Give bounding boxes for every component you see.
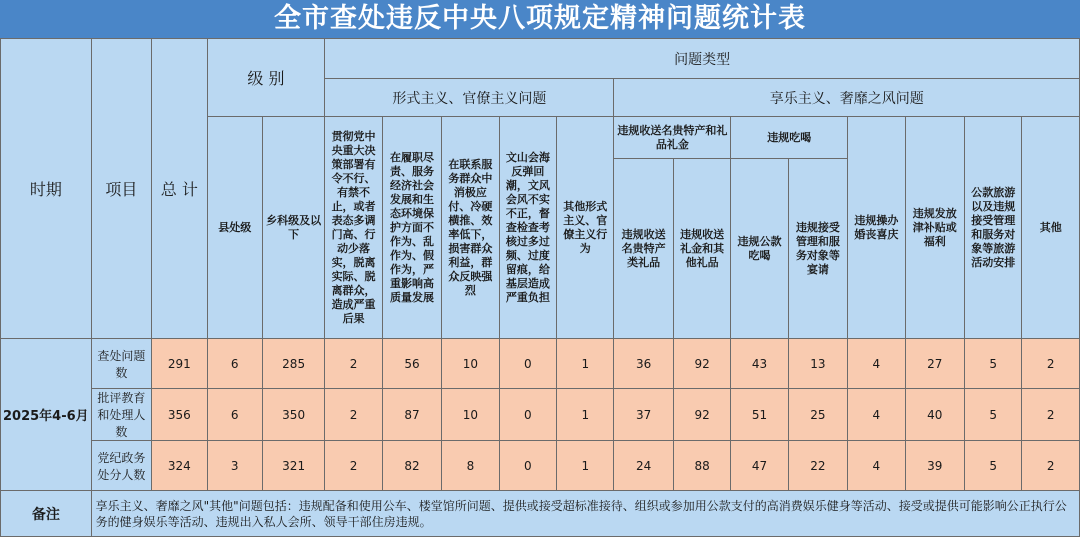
cell-b7: 5 xyxy=(965,339,1022,389)
cell-b4: 13 xyxy=(788,339,847,389)
cell-b5: 4 xyxy=(848,389,905,441)
header-b1: 违规收送名贵特产类礼品 xyxy=(614,159,673,339)
header-level: 级 别 xyxy=(207,39,325,117)
cell-b8: 2 xyxy=(1022,389,1080,441)
cell-b6: 40 xyxy=(905,389,964,441)
cell-a5: 1 xyxy=(557,441,614,491)
cell-a3: 10 xyxy=(442,339,499,389)
cell-b6: 39 xyxy=(905,441,964,491)
header-county-level: 县处级 xyxy=(207,117,262,339)
page-title: 全市查处违反中央八项规定精神问题统计表 xyxy=(0,0,1080,38)
cell-a2: 87 xyxy=(382,389,441,441)
cell-a5: 1 xyxy=(557,389,614,441)
cell-b2: 92 xyxy=(673,389,730,441)
header-b2: 违规收送礼金和其他礼品 xyxy=(673,159,730,339)
header-a3: 在联系服务群众中消极应付、冷硬横推、效率低下，损害群众利益，群众反映强烈 xyxy=(442,117,499,339)
cell-b8: 2 xyxy=(1022,441,1080,491)
cell-a1: 2 xyxy=(325,441,382,491)
row-label: 批评教育和处理人数 xyxy=(91,389,151,441)
cell-a4: 0 xyxy=(499,389,556,441)
cell-township: 350 xyxy=(262,389,324,441)
header-b7: 公款旅游以及违规接受管理和服务对象等旅游活动安排 xyxy=(965,117,1022,339)
header-period: 时期 xyxy=(1,39,92,339)
header-b4: 违规接受管理和服务对象等宴请 xyxy=(788,159,847,339)
cell-total: 356 xyxy=(152,389,207,441)
cell-a3: 10 xyxy=(442,389,499,441)
cell-b3: 47 xyxy=(731,441,788,491)
cell-b3: 51 xyxy=(731,389,788,441)
header-b8: 其他 xyxy=(1022,117,1080,339)
cell-township: 321 xyxy=(262,441,324,491)
header-a1: 贯彻党中央重大决策部署有令不行、有禁不止，或者表态多调门高、行动少落实，脱离实际、脱离群众，造成严重后果 xyxy=(325,117,382,339)
header-formalism-group: 形式主义、官僚主义问题 xyxy=(325,79,614,117)
cell-a2: 82 xyxy=(382,441,441,491)
cell-a1: 2 xyxy=(325,389,382,441)
cell-county: 3 xyxy=(207,441,262,491)
cell-b5: 4 xyxy=(848,339,905,389)
header-b6: 违规发放津补贴或福利 xyxy=(905,117,964,339)
cell-a4: 0 xyxy=(499,339,556,389)
header-b5: 违规操办婚丧喜庆 xyxy=(848,117,905,339)
note-text: 享乐主义、奢靡之风"其他"问题包括：违规配备和使用公车、楼堂馆所问题、提供或接受超标准接待、组织或参加用公款支付的高消费娱乐健身等活动、接受或提供可能影响公正执行公务的健身娱乐等活动、违规出入私人会所、领导干部住房违规。 xyxy=(91,491,1079,537)
cell-b4: 25 xyxy=(788,389,847,441)
cell-b1: 36 xyxy=(614,339,673,389)
header-item: 项目 xyxy=(91,39,151,339)
cell-b7: 5 xyxy=(965,441,1022,491)
cell-b3: 43 xyxy=(731,339,788,389)
header-a4: 文山会海反弹回潮，文风会风不实不正，督查检查考核过多过频、过度留痕，给基层造成严重负担 xyxy=(499,117,556,339)
header-gift-group: 违规收送名贵特产和礼品礼金 xyxy=(614,117,731,159)
header-total: 总 计 xyxy=(152,39,207,339)
cell-b1: 37 xyxy=(614,389,673,441)
header-b3: 违规公款吃喝 xyxy=(731,159,788,339)
cell-b2: 92 xyxy=(673,339,730,389)
cell-b7: 5 xyxy=(965,389,1022,441)
cell-a5: 1 xyxy=(557,339,614,389)
cell-b2: 88 xyxy=(673,441,730,491)
header-township-level: 乡科级及以下 xyxy=(262,117,324,339)
cell-a3: 8 xyxy=(442,441,499,491)
cell-township: 285 xyxy=(262,339,324,389)
cell-b1: 24 xyxy=(614,441,673,491)
header-a5: 其他形式主义、官僚主义行为 xyxy=(557,117,614,339)
cell-a4: 0 xyxy=(499,441,556,491)
cell-total: 324 xyxy=(152,441,207,491)
cell-total: 291 xyxy=(152,339,207,389)
cell-county: 6 xyxy=(207,339,262,389)
row-label: 党纪政务处分人数 xyxy=(91,441,151,491)
period-cell: 2025年4-6月 xyxy=(1,339,92,491)
header-a2: 在履职尽责、服务经济社会发展和生态环境保护方面不作为、乱作为、假作为，严重影响高质量发展 xyxy=(382,117,441,339)
cell-b4: 22 xyxy=(788,441,847,491)
header-dining-group: 违规吃喝 xyxy=(731,117,848,159)
cell-b6: 27 xyxy=(905,339,964,389)
header-problem-type: 问题类型 xyxy=(325,39,1080,79)
note-label: 备注 xyxy=(1,491,92,537)
row-label: 查处问题数 xyxy=(91,339,151,389)
cell-a1: 2 xyxy=(325,339,382,389)
cell-county: 6 xyxy=(207,389,262,441)
cell-a2: 56 xyxy=(382,339,441,389)
cell-b5: 4 xyxy=(848,441,905,491)
statistics-table xyxy=(0,38,1080,537)
header-hedonism-group: 享乐主义、奢靡之风问题 xyxy=(614,79,1080,117)
cell-b8: 2 xyxy=(1022,339,1080,389)
